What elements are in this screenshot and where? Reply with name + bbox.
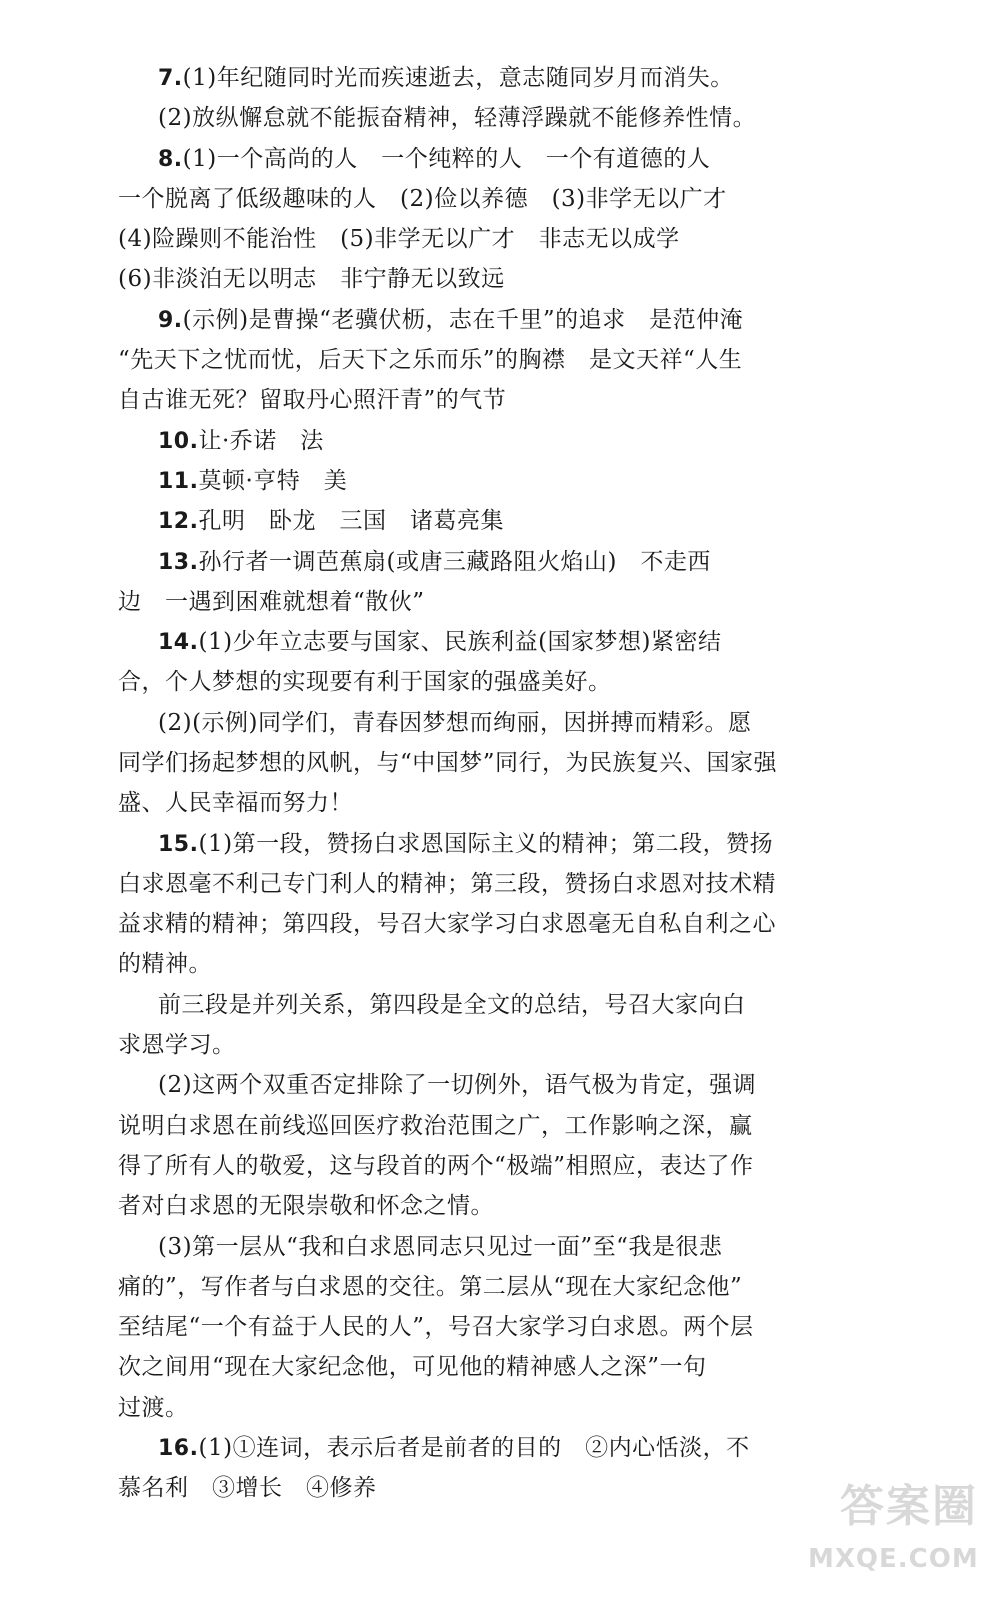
text-line: 得了所有人的敬爱，这与段首的两个“极端”相照应，表达了作 [118, 1153, 754, 1179]
text-line: 过渡。 [118, 1395, 189, 1421]
watermark-logo: 答案圈 [840, 1481, 978, 1532]
text-line: 慕名利 ③增长 ④修养 [118, 1475, 377, 1501]
text-line: 13.孙行者一调芭蕉扇(或唐三藏路阻火焰山) 不走西 [158, 549, 711, 575]
text-line: 次之间用“现在大家纪念他，可见他的精神感人之深”一句 [118, 1354, 707, 1380]
text-line: 一个脱离了低级趣味的人 (2)俭以养德 (3)非学无以广才 [118, 186, 727, 212]
text-line: 10.让·乔诺 法 [158, 428, 324, 454]
text-line: (2)这两个双重否定排除了一切例外，语气极为肯定，强调 [158, 1072, 757, 1098]
text-line: “先天下之忧而忧，后天下之乐而乐”的胸襟 是文天祥“人生 [118, 347, 743, 373]
watermark [808, 1470, 978, 1580]
text-line: (2)(示例)同学们，青春因梦想而绚丽，因拼搏而精彩。愿 [158, 710, 752, 736]
text-line: 痛的”，写作者与白求恩的交往。第二层从“现在大家纪念他” [118, 1274, 743, 1300]
text-line: 盛、人民幸福而努力！ [118, 790, 353, 816]
text-line: 11.莫顿·亨特 美 [158, 468, 348, 494]
watermark-url: MXQE.COM [808, 1544, 979, 1574]
text-line: 14.(1)少年立志要与国家、民族利益(国家梦想)紧密结 [158, 629, 722, 655]
text-line: 自古谁无死？留取丹心照汗青”的气节 [118, 387, 507, 413]
text-line: 益求精的精神；第四段，号召大家学习白求恩毫无自私自利之心 [118, 911, 776, 937]
text-line: (3)第一层从“我和白求恩同志只见过一面”至“我是很悲 [158, 1234, 723, 1260]
text-line: 的精神。 [118, 951, 212, 977]
text-line: 同学们扬起梦想的风帆，与“中国梦”同行，为民族复兴、国家强 [118, 750, 778, 776]
text-line: 求恩学习。 [118, 1032, 236, 1058]
text-line: (4)险躁则不能治性 (5)非学无以广才 非志无以成学 [118, 226, 680, 252]
text-line: (6)非淡泊无以明志 非宁静无以致远 [118, 266, 505, 292]
text-line: 边 一遇到困难就想着“散伙” [118, 589, 425, 615]
text-line: 9.(示例)是曹操“老骥伏枥，志在千里”的追求 是范仲淹 [158, 307, 744, 333]
text-line: 8.(1)一个高尚的人 一个纯粹的人 一个有道德的人 [158, 146, 711, 172]
text-line: 合，个人梦想的实现要有利于国家的强盛美好。 [118, 669, 612, 695]
text-line: 说明白求恩在前线巡回医疗救治范围之广，工作影响之深，赢 [118, 1113, 753, 1139]
text-line: 前三段是并列关系，第四段是全文的总结，号召大家向白 [158, 992, 746, 1018]
text-line: 12.孔明 卧龙 三国 诸葛亮集 [158, 508, 504, 534]
text-line: 7.(1)年纪随同时光而疾速逝去，意志随同岁月而消失。 [158, 65, 734, 91]
text-line: 白求恩毫不利己专门利人的精神；第三段，赞扬白求恩对技术精 [118, 871, 776, 897]
text-line: 15.(1)第一段，赞扬白求恩国际主义的精神；第二段，赞扬 [158, 831, 774, 857]
text-line: 16.(1)①连词，表示后者是前者的目的 ②内心恬淡，不 [158, 1435, 750, 1461]
text-line: 者对白求恩的无限崇敬和怀念之情。 [118, 1193, 494, 1219]
text-line: 至结尾“一个有益于人民的人”，号召大家学习白求恩。两个层 [118, 1314, 754, 1340]
text-line: (2)放纵懈怠就不能振奋精神，轻薄浮躁就不能修养性情。 [158, 105, 757, 131]
